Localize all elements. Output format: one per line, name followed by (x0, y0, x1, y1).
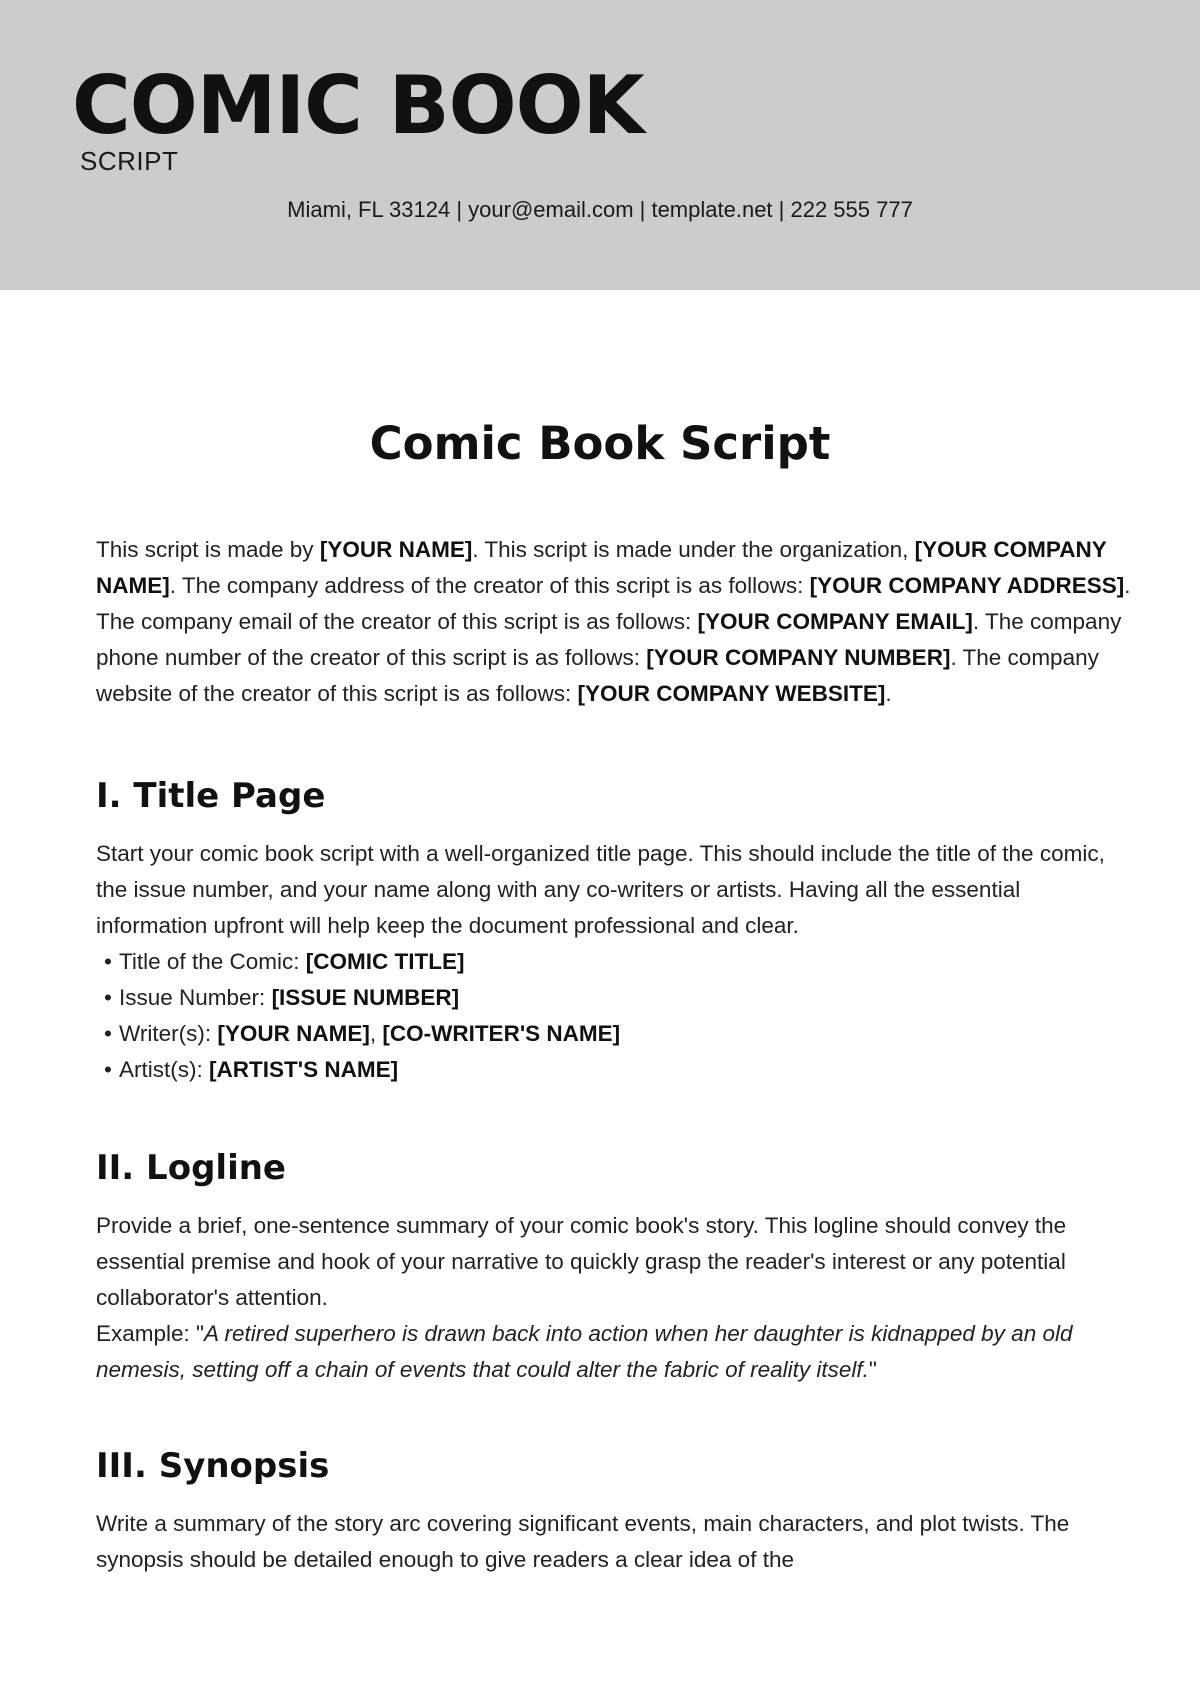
bullet-icon: • (104, 985, 112, 1010)
example-label: Example: " (96, 1321, 205, 1346)
list-item-value: [YOUR NAME] (217, 1021, 370, 1046)
section-heading: III. Synopsis (96, 1446, 330, 1486)
placeholder-company-address: [YOUR COMPANY ADDRESS] (809, 573, 1125, 598)
list-item-value: [COMIC TITLE] (305, 949, 465, 974)
intro-text: . This script is made under the organization, (472, 537, 915, 562)
list-item-label: Title of the Comic: (119, 949, 306, 974)
bullet-icon: • (104, 949, 112, 974)
section-body: Provide a brief, one-sentence summary of your comic book's story. This logline should convey the essential premise and hook of your narrative to quickly grasp the reader's interest or any potential collaborator's attention. (96, 1213, 1067, 1310)
list-item-value: [ISSUE NUMBER] (271, 985, 460, 1010)
section-logline (96, 1146, 1136, 1388)
intro-text: . The company email of the creator of this script is as follows: (96, 573, 1131, 634)
brand-subtitle: SCRIPT (80, 146, 179, 176)
intro-paragraph (96, 532, 1136, 712)
brand-title: COMIC BOOK (72, 59, 644, 152)
document-title: Comic Book Script (369, 417, 831, 470)
header-banner (0, 0, 1200, 290)
bullet-icon: • (104, 1021, 112, 1046)
contact-line: Miami, FL 33124 | your@email.com | template.net | 222 555 777 (287, 197, 913, 222)
list-item-value: [ARTIST'S NAME] (209, 1057, 399, 1082)
list-item-label: Writer(s): (119, 1021, 218, 1046)
placeholder-company-email: [YOUR COMPANY EMAIL] (697, 609, 973, 634)
placeholder-company-website: [YOUR COMPANY WEBSITE] (577, 681, 886, 706)
section-heading: II. Logline (96, 1148, 286, 1188)
section-body: Start your comic book script with a well-organized title page. This should include the title of the comic, the issue number, and your name along with any co-writers or artists. Having all the essential information upfront will help keep the document professional and clear. (96, 841, 1105, 938)
intro-text: . The company website of the creator of this script is as follows: (96, 645, 1099, 706)
section-body: Write a summary of the story arc covering significant events, main characters, and plot twists. The synopsis should be detailed enough to give readers a clear idea of the (96, 1511, 1070, 1572)
list-item-label: Artist(s): (119, 1057, 209, 1082)
list-item-label: Issue Number: (119, 985, 272, 1010)
list-item-value: [CO-WRITER'S NAME] (382, 1021, 621, 1046)
list-item-separator: , (369, 1021, 383, 1046)
example-text: A retired superhero is drawn back into action when her daughter is kidnapped by an old nemesis, setting off a chain of events that could alter the fabric of reality itself. (96, 1321, 1073, 1382)
intro-text: . (885, 681, 892, 706)
section-synopsis (96, 1444, 1136, 1578)
logline-example (96, 1316, 1136, 1388)
intro-text: . The company address of the creator of this script is as follows: (169, 573, 810, 598)
section-heading: I. Title Page (96, 776, 326, 816)
example-quote: " (868, 1357, 877, 1382)
list-item (96, 944, 1136, 980)
section-title-page (96, 774, 1136, 1088)
list-item (96, 980, 1136, 1016)
placeholder-company-number: [YOUR COMPANY NUMBER] (646, 645, 951, 670)
intro-text: . The company phone number of the creator of this script is as follows: (96, 609, 1122, 670)
bullet-icon: • (104, 1057, 112, 1082)
list-item (96, 1052, 1136, 1088)
document-body (96, 532, 1136, 1578)
bullet-list (96, 944, 1136, 1088)
list-item (96, 1016, 1136, 1052)
placeholder-company-name: [YOUR COMPANY NAME] (96, 537, 1107, 598)
intro-text: This script is made by (96, 537, 320, 562)
placeholder-your-name: [YOUR NAME] (319, 537, 473, 562)
